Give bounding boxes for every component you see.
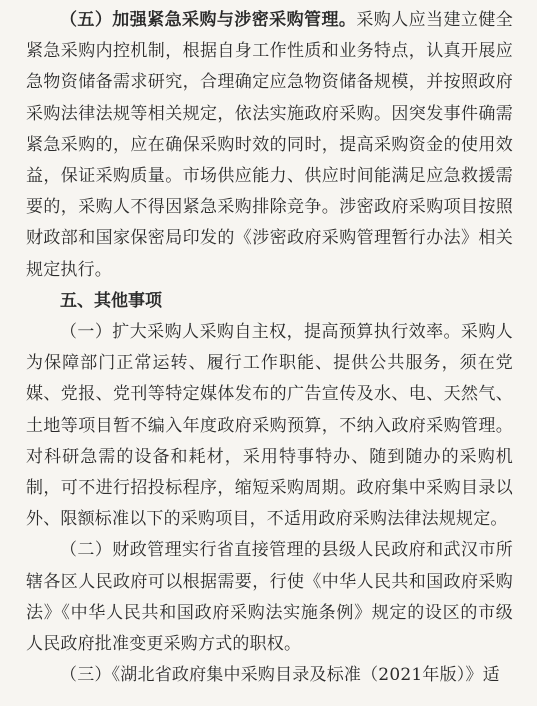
paragraph-emergency-procurement bbox=[26, 5, 513, 286]
paragraph-item-1: （一）扩大采购人采购自主权，提高预算执行效率。采购人为保障部门正常运转、履行工作职能、提供公共服务，须在党媒、党报、党刊等特定媒体发布的广告宣传及水、电、天然气、土地等项目暂不编入年度政府采购预算，不纳入政府采购管理。对科研急需的设备和耗材，采用特事特办、随到随办的采购机制，可不进行招投标程序，缩短采购周期。政府集中采购目录以外、限额标准以下的采购项目，不适用政府采购法律法规规定。 bbox=[26, 322, 513, 530]
paragraph-body: 采购人应当建立健全紧急采购内控机制，根据自身工作性质和业务特点，认真开展应急物资储备需求研究，合理确定应急物资储备规模，并按照政府采购法律法规等相关规定，依法实施政府采购。因突发事件确需紧急采购的，应在确保采购时效的同时，提高采购资金的使用效益，保证采购质量。市场供应能力、供应时间能满足应急救援需要的，采购人不得因紧急采购排除竞争。涉密政府采购项目按照财政部和国家保密局印发的《涉密政府采购管理暂行办法》相关规定执行。 bbox=[26, 10, 513, 280]
paragraph-item-3: （三）《湖北省政府集中采购目录及标准（2021年版）》适 bbox=[60, 665, 500, 686]
paragraph-lead: （五）加强紧急采购与涉密采购管理。 bbox=[60, 10, 357, 30]
section-heading: 五、其他事项 bbox=[60, 290, 162, 311]
paragraph-item-2: （二）财政管理实行省直接管理的县级人民政府和武汉市所辖各区人民政府可以根据需要，行使《中华人民共和国政府采购法》《中华人民共和国政府采购法实施条例》规定的设区的市级人民政府批准变更采购方式的职权。 bbox=[26, 540, 513, 655]
